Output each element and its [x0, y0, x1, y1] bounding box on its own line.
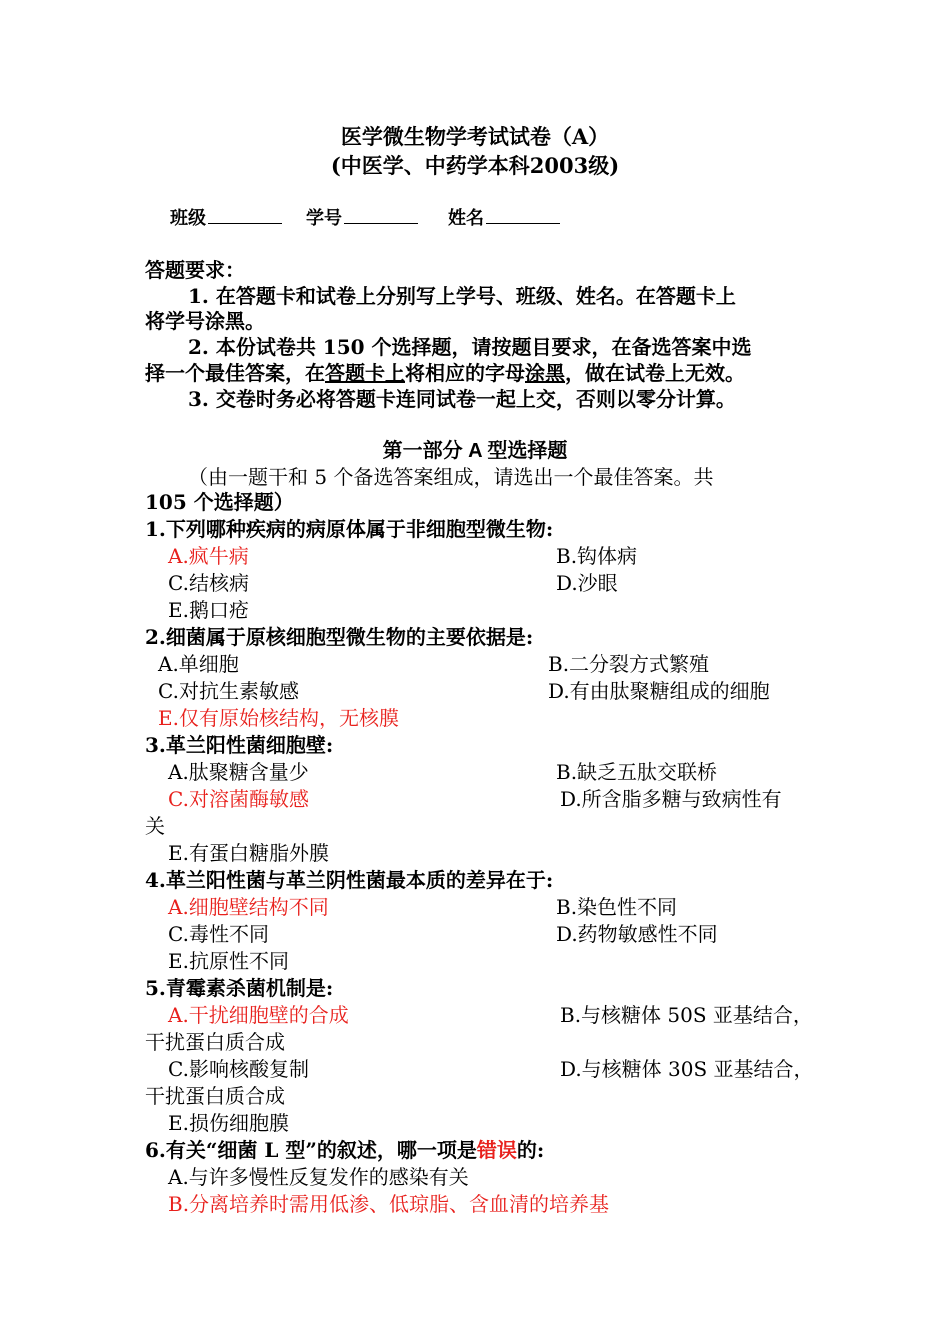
- question-4-option-d: D.药物敏感性不同: [556, 922, 718, 946]
- question-3-option-c: C.对溶菌酶敏感: [168, 787, 309, 811]
- question-5-option-a: A.干扰细胞壁的合成: [168, 1003, 349, 1027]
- question-2-option-a: A.单细胞: [158, 652, 239, 676]
- question-1-stem: 1.下列哪种疾病的病原体属于非细胞型微生物:: [145, 517, 554, 541]
- question-5-option-c: C.影响核酸复制: [168, 1057, 309, 1081]
- name-blank: [486, 205, 560, 224]
- instruction-2-line1: 2. 本份试卷共 150 个选择题，请按题目要求，在备选答案中选: [188, 335, 752, 359]
- instruction-2-line2: [145, 360, 745, 386]
- student-id-field: [306, 205, 418, 232]
- question-4-option-e: E.抗原性不同: [168, 949, 289, 973]
- instruction-2-text-end: ，做在试卷上无效。: [565, 361, 745, 385]
- question-2-option-c: C.对抗生素敏感: [158, 679, 299, 703]
- question-3-option-d: D.所含脂多糖与致病性有: [560, 787, 782, 811]
- question-2-option-e: E.仅有原始核结构，无核膜: [158, 706, 399, 730]
- instruction-1-line2: 将学号涂黑。: [145, 309, 265, 333]
- question-6-option-a: A.与许多慢性反复发作的感染有关: [168, 1165, 469, 1189]
- answer-card-underlined: 答题卡上: [325, 361, 405, 385]
- question-2-stem: 2.细菌属于原核细胞型微生物的主要依据是:: [145, 625, 534, 649]
- section-title: 第一部分 A 型选择题: [382, 440, 568, 462]
- instruction-1-line1: 1. 在答题卡和试卷上分别写上学号、班级、姓名。在答题卡上: [188, 284, 736, 308]
- question-3-stem: 3.革兰阳性菌细胞壁:: [145, 733, 334, 757]
- question-6-stem: [145, 1137, 544, 1163]
- question-5-option-b-cont: 干扰蛋白质合成: [145, 1030, 285, 1054]
- question-5-option-b: B.与核糖体 50S 亚基结合，: [560, 1003, 813, 1027]
- question-4-stem: 4.革兰阳性菌与革兰阴性菌最本质的差异在于:: [145, 868, 554, 892]
- blacken-underlined: 涂黑: [525, 361, 565, 385]
- question-1-option-c: C.结核病: [168, 571, 249, 595]
- question-1-option-e: E.鹅口疮: [168, 598, 249, 622]
- page-title: 医学微生物学考试试卷（A）: [340, 124, 610, 149]
- instructions-heading: 答题要求：: [145, 258, 245, 282]
- question-4-option-a: A.细胞壁结构不同: [168, 895, 329, 919]
- question-1-option-a: A.疯牛病: [168, 544, 249, 568]
- section-desc-line2: 105 个选择题）: [145, 490, 294, 514]
- page-subtitle: (中医学、中药学本科2003级): [330, 153, 620, 178]
- class-field: [170, 205, 282, 232]
- question-6-stem-emphasis: 错误: [476, 1138, 517, 1162]
- question-6-option-b: B.分离培养时需用低渗、低琼脂、含血清的培养基: [168, 1192, 610, 1216]
- instruction-3: 3. 交卷时务必将答题卡连同试卷一起上交，否则以零分计算。: [188, 387, 736, 411]
- class-blank: [208, 205, 282, 224]
- name-field: [448, 205, 560, 232]
- question-5-stem: 5.青霉素杀菌机制是:: [145, 976, 334, 1000]
- question-6-stem-end: 的:: [516, 1138, 545, 1162]
- question-2-option-d: D.有由肽聚糖组成的细胞: [548, 679, 770, 703]
- question-5-option-d: D.与核糖体 30S 亚基结合，: [560, 1057, 814, 1081]
- question-5-option-e: E.损伤细胞膜: [168, 1111, 289, 1135]
- question-1-option-b: B.钩体病: [556, 544, 638, 568]
- student-id-blank: [344, 205, 418, 224]
- question-6-stem-text: 6.有关“细菌 L 型”的叙述，哪一项是: [145, 1138, 477, 1162]
- instruction-2-text: 择一个最佳答案，在: [145, 361, 325, 385]
- section-desc-line1: （由一题干和 5 个备选答案组成，请选出一个最佳答案。共: [188, 465, 714, 489]
- question-4-option-b: B.染色性不同: [556, 895, 678, 919]
- student-id-label: 学号: [306, 208, 342, 229]
- question-5-option-d-cont: 干扰蛋白质合成: [145, 1084, 285, 1108]
- question-3-option-e: E.有蛋白糖脂外膜: [168, 841, 329, 865]
- question-3-option-b: B.缺乏五肽交联桥: [556, 760, 718, 784]
- class-label: 班级: [170, 208, 206, 229]
- name-label: 姓名: [448, 208, 484, 229]
- question-4-option-c: C.毒性不同: [168, 922, 269, 946]
- instruction-2-text-mid: 将相应的字母: [405, 361, 525, 385]
- question-3-option-d-cont: 关: [145, 814, 165, 838]
- question-3-option-a: A.肽聚糖含量少: [168, 760, 309, 784]
- question-1-option-d: D.沙眼: [556, 571, 618, 595]
- question-2-option-b: B.二分裂方式繁殖: [548, 652, 710, 676]
